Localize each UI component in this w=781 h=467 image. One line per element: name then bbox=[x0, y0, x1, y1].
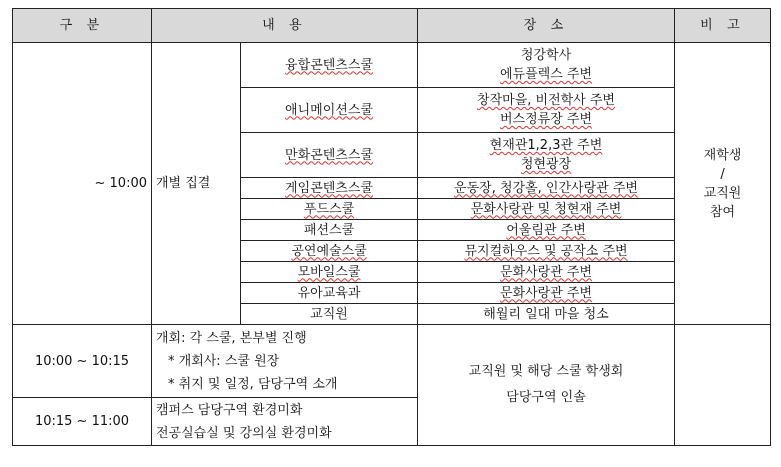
time-cell-1: ~ 10:00 bbox=[13, 43, 152, 325]
note-line: 참여 bbox=[709, 204, 736, 220]
school-name: 유아교육과 bbox=[241, 283, 418, 304]
school-label: 애니메이션스쿨 bbox=[285, 102, 373, 118]
place-cell bbox=[418, 199, 675, 220]
merged-place-cell bbox=[418, 325, 675, 446]
school-name bbox=[241, 133, 418, 178]
school-name bbox=[241, 199, 418, 220]
school-label: 게임콘텐츠스쿨 bbox=[285, 180, 373, 196]
note-line: / bbox=[720, 166, 725, 182]
cleanup-line: 전공실습실 및 강의실 환경미화 bbox=[156, 425, 332, 441]
place-line: 문화사랑관 주변 bbox=[499, 285, 593, 301]
merged-place-line: 담당구역 인솔 bbox=[506, 390, 586, 405]
school-name bbox=[241, 88, 418, 133]
empty-note-cell bbox=[675, 325, 771, 446]
header-content: 내 용 bbox=[152, 9, 418, 43]
school-label: 모바일스쿨 bbox=[297, 264, 361, 280]
place-cell bbox=[418, 241, 675, 262]
opening-cell bbox=[152, 325, 418, 398]
table-row bbox=[13, 43, 771, 88]
activity-cell: 개별 집결 bbox=[152, 43, 241, 325]
place-line: 문화사랑관 주변 bbox=[499, 264, 593, 280]
schedule-table bbox=[12, 8, 771, 446]
school-label: 공연예술스쿨 bbox=[291, 243, 367, 259]
place-cell bbox=[418, 178, 675, 199]
time-cell-2: 10:00 ~ 10:15 bbox=[13, 325, 152, 398]
place-cell bbox=[418, 220, 675, 241]
cleanup-cell bbox=[152, 398, 418, 446]
school-label: 만화콘텐츠스쿨 bbox=[285, 147, 373, 163]
place-line: 문화사랑관 및 청현재 주변 bbox=[470, 201, 622, 217]
school-name bbox=[241, 178, 418, 199]
place-line: 청강학사 bbox=[520, 48, 572, 63]
school-name bbox=[241, 262, 418, 283]
table-row bbox=[13, 325, 771, 398]
opening-line: * 취지 및 일정, 담당구역 소개 bbox=[168, 376, 338, 392]
school-label: 융합콘텐츠스쿨 bbox=[285, 57, 373, 73]
school-name: 교직원 bbox=[241, 304, 418, 325]
place-line: 운동장, 청강홀, 인간사랑관 주변 bbox=[454, 180, 638, 196]
header-place: 장 소 bbox=[418, 9, 675, 43]
place-cell bbox=[418, 133, 675, 178]
opening-line: 개회: 각 스쿨, 본부별 진행 bbox=[156, 330, 307, 346]
place-line: 뮤지컬하우스 및 공작소 주변 bbox=[464, 243, 628, 259]
time-cell-3: 10:15 ~ 11:00 bbox=[13, 398, 152, 446]
cleanup-line: 캠퍼스 담당구역 환경미화 bbox=[156, 402, 303, 418]
school-label: 푸드스쿨 bbox=[303, 201, 355, 217]
note-line: 재학생 bbox=[703, 147, 742, 163]
place-cell: 해월리 일대 마을 청소 bbox=[418, 304, 675, 325]
header-gubun: 구 분 bbox=[13, 9, 152, 43]
place-cell bbox=[418, 43, 675, 88]
school-name bbox=[241, 241, 418, 262]
place-cell bbox=[418, 88, 675, 133]
place-line: 버스정류장 주변 bbox=[499, 112, 593, 127]
merged-place-line: 교직원 및 해당 스쿨 학생회 bbox=[468, 364, 624, 379]
school-name bbox=[241, 43, 418, 88]
school-name: 패션스쿨 bbox=[241, 220, 418, 241]
note-line: 교직원 bbox=[703, 185, 742, 201]
place-cell bbox=[418, 283, 675, 304]
header-row bbox=[13, 9, 771, 43]
place-line: 창작마을, 비전학사 주변 bbox=[477, 93, 615, 108]
place-line: 에듀플렉스 주변 bbox=[499, 67, 593, 82]
place-line: 어울림관 주변 bbox=[506, 222, 586, 238]
place-line: 현재관1,2,3관 주변 bbox=[489, 138, 603, 153]
place-cell bbox=[418, 262, 675, 283]
place-line: 청현광장 bbox=[520, 157, 572, 172]
note-cell bbox=[675, 43, 771, 325]
header-note: 비 고 bbox=[675, 9, 771, 43]
opening-line: * 개회사: 스쿨 원장 bbox=[168, 353, 280, 369]
